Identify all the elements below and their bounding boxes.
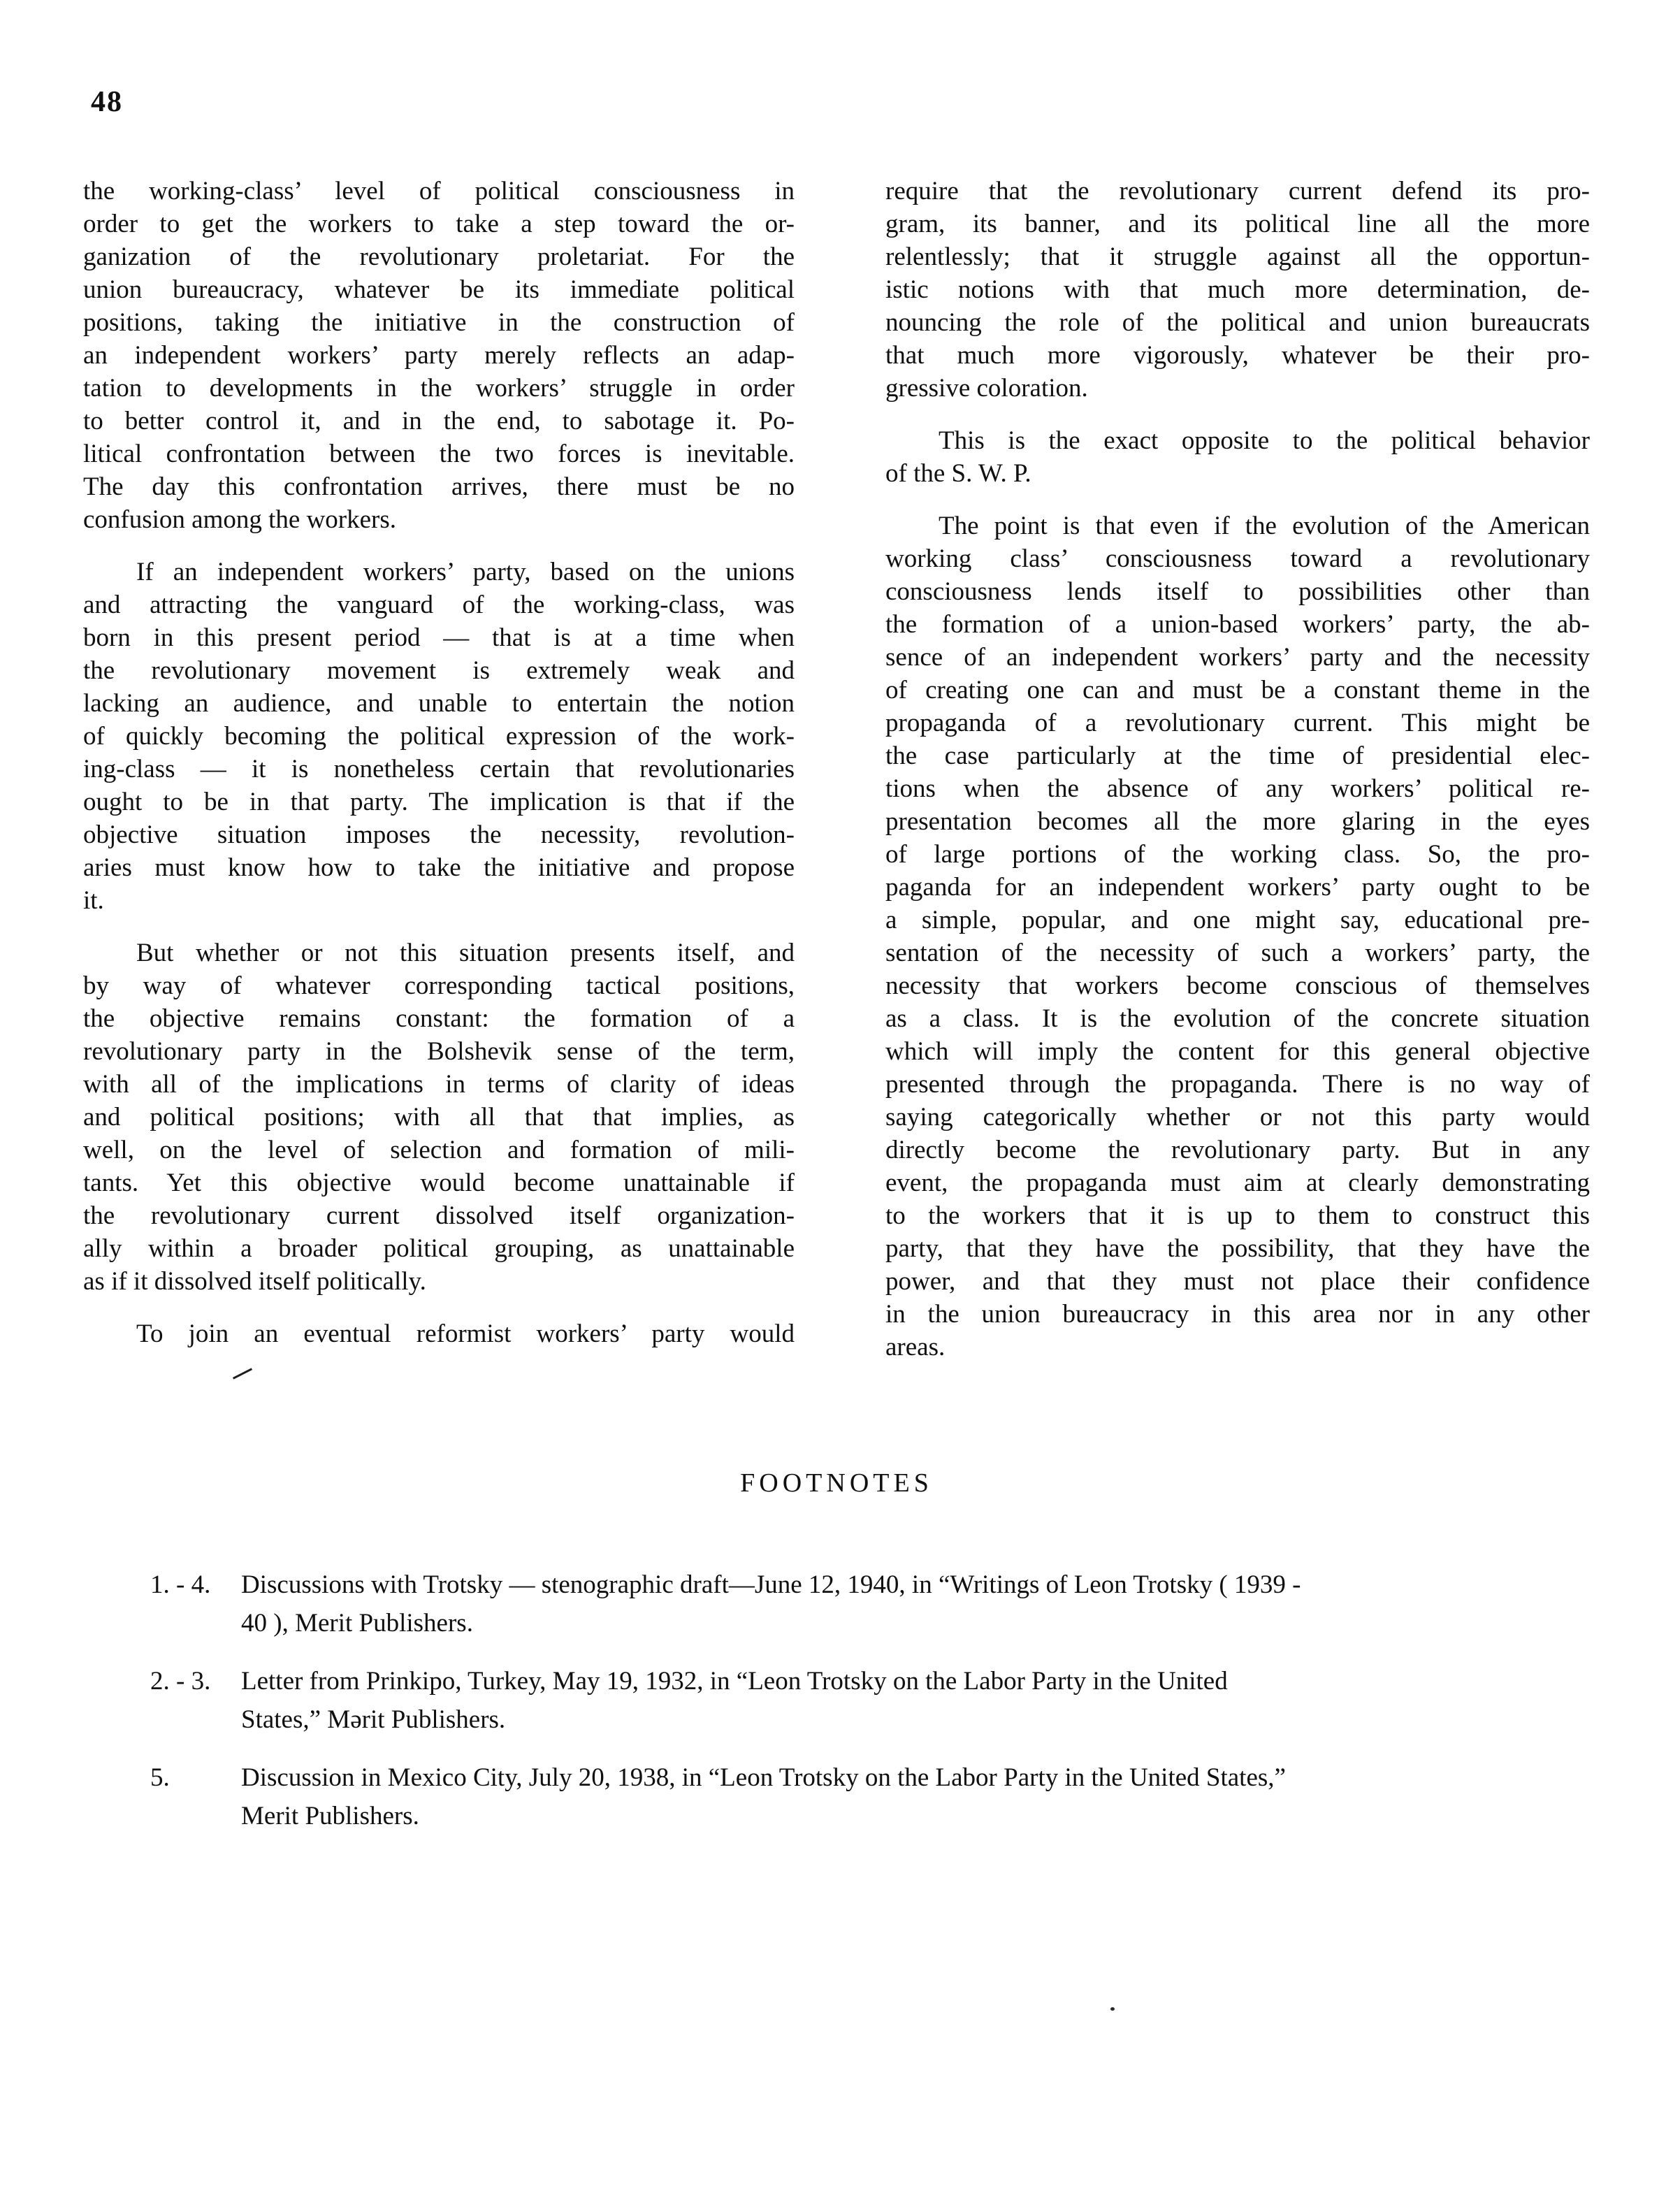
text-line: necessity that workers become conscious of themselves: [885, 971, 1590, 1000]
paragraph: [83, 556, 795, 917]
text-line: the revolutionary movement is extremely weak and: [83, 656, 795, 685]
text-line: The day this confrontation arrives, there must be no: [83, 472, 795, 501]
footnote-item: [150, 1758, 1590, 1835]
footnote-label: 2. - 3.: [150, 1667, 211, 1696]
text-line: the formation of a union-based workers’ party, the ab-: [885, 610, 1590, 639]
text-line: of the S. W. P.: [885, 459, 1031, 488]
text-line: as a class. It is the evolution of the concrete situation: [885, 1004, 1590, 1033]
text-line: which will imply the content for this general objective: [885, 1037, 1590, 1066]
text-line: ing-class — it is nonetheless certain that revolutionaries: [83, 755, 795, 783]
left-column: [83, 175, 795, 1370]
text-line: directly become the revolutionary party. But in any: [885, 1136, 1590, 1164]
text-line: by way of whatever corresponding tactical positions,: [83, 971, 795, 1000]
text-line: sentation of the necessity of such a workers’ party, the: [885, 939, 1590, 967]
text-line: litical confrontation between the two forces is inevitable.: [83, 440, 795, 468]
text-line: power, and that they must not place their confidence: [885, 1267, 1590, 1296]
text-line: working class’ consciousness toward a revolutionary: [885, 544, 1590, 573]
footnote-text: [241, 1662, 1590, 1739]
text-line: Letter from Prinkipo, Turkey, May 19, 1932, in “Leon Trotsky on the Labor Party in the United: [241, 1667, 1228, 1696]
text-line: an independent workers’ party merely reflects an adap-: [83, 341, 795, 370]
text-line: istic notions with that much more determination, de-: [885, 275, 1590, 304]
text-line: require that the revolutionary current defend its pro-: [885, 177, 1590, 205]
text-line: well, on the level of selection and formation of mili-: [83, 1136, 795, 1164]
text-line: Discussion in Mexico City, July 20, 1938, in “Leon Trotsky on the Labor Party in the United States,”: [241, 1763, 1286, 1792]
footnote-item: [150, 1566, 1590, 1642]
text-line: aries must know how to take the initiative and propose: [83, 853, 795, 882]
footnotes-section: [150, 1566, 1590, 1855]
text-line: the case particularly at the time of presidential elec-: [885, 742, 1590, 770]
text-line: saying categorically whether or not this party would: [885, 1103, 1590, 1132]
text-line: as if it dissolved itself politically.: [83, 1267, 426, 1296]
text-line: revolutionary party in the Bolshevik sense of the term,: [83, 1037, 795, 1066]
text-line: 40 ), Merit Publishers.: [241, 1609, 473, 1638]
text-line: ought to be in that party. The implication is that if the: [83, 788, 795, 816]
text-line: This is the exact opposite to the political behavior: [939, 426, 1590, 455]
text-line: to better control it, and in the end, to sabotage it. Po-: [83, 407, 795, 435]
text-line: the revolutionary current dissolved itself organization-: [83, 1201, 795, 1230]
text-line: relentlessly; that it struggle against all the opportun-: [885, 243, 1590, 271]
text-line: areas.: [885, 1333, 946, 1361]
text-line: tants. Yet this objective would become unattainable if: [83, 1169, 795, 1197]
paragraph: [885, 509, 1590, 1364]
text-line: the objective remains constant: the formation of a: [83, 1004, 795, 1033]
text-line: If an independent workers’ party, based on the unions: [136, 558, 795, 586]
text-line: nouncing the role of the political and union bureaucrats: [885, 308, 1590, 337]
text-line: of creating one can and must be a constant theme in the: [885, 676, 1590, 704]
text-line: confusion among the workers.: [83, 505, 397, 534]
text-line: born in this present period — that is at a time when: [83, 623, 795, 652]
text-line: objective situation imposes the necessity, revolution-: [83, 821, 795, 849]
text-line: the working-class’ level of political consciousness in: [83, 177, 795, 205]
text-line: consciousness lends itself to possibilities other than: [885, 577, 1590, 606]
text-line: Discussions with Trotsky — stenographic draft—June 12, 1940, in “Writings of Leon Trotsky ( 1939 -: [241, 1570, 1301, 1599]
text-line: to the workers that it is up to them to construct this: [885, 1201, 1590, 1230]
ink-speck-artifact: [1110, 2007, 1115, 2011]
paragraph: [885, 175, 1590, 405]
text-line: ganization of the revolutionary proletariat. For the: [83, 243, 795, 271]
text-line: that much more vigorously, whatever be their pro-: [885, 341, 1590, 370]
text-line: event, the propaganda must aim at clearly demonstrating: [885, 1169, 1590, 1197]
footnotes-heading: FOOTNOTES: [740, 1468, 933, 1498]
footnote-label: 5.: [150, 1763, 170, 1792]
text-line: presented through the propaganda. There is no way of: [885, 1070, 1590, 1099]
text-line: gram, its banner, and its political line all the more: [885, 210, 1590, 238]
paragraph: [885, 424, 1590, 490]
text-line: union bureaucracy, whatever be its immediate political: [83, 275, 795, 304]
text-line: But whether or not this situation presents itself, and: [136, 939, 795, 967]
text-line: ally within a broader political grouping, as unattainable: [83, 1234, 795, 1263]
footnote-text: [241, 1566, 1590, 1642]
text-line: tions when the absence of any workers’ political re-: [885, 774, 1590, 803]
text-line: sence of an independent workers’ party and the necessity: [885, 643, 1590, 672]
text-line: order to get the workers to take a step toward the or-: [83, 210, 795, 238]
paragraph: [83, 1317, 795, 1350]
right-column: [885, 175, 1590, 1383]
footnote-item: [150, 1662, 1590, 1739]
text-line: presentation becomes all the more glaring in the eyes: [885, 807, 1590, 836]
text-line: tation to developments in the workers’ struggle in order: [83, 374, 795, 403]
text-line: and attracting the vanguard of the working-class, was: [83, 591, 795, 619]
text-line: of quickly becoming the political expression of the work-: [83, 722, 795, 751]
text-line: propaganda of a revolutionary current. This might be: [885, 709, 1590, 737]
text-line: positions, taking the initiative in the construction of: [83, 308, 795, 337]
footnote-label: 1. - 4.: [150, 1570, 211, 1599]
paragraph: [83, 175, 795, 536]
footnote-text: [241, 1758, 1590, 1835]
page-number: 48: [91, 86, 123, 118]
text-line: it.: [83, 886, 104, 915]
text-line: gressive coloration.: [885, 374, 1088, 403]
text-line: lacking an audience, and unable to entertain the notion: [83, 689, 795, 718]
text-line: in the union bureaucracy in this area nor in any other: [885, 1300, 1590, 1329]
paragraph: [83, 937, 795, 1298]
text-line: with all of the implications in terms of clarity of ideas: [83, 1070, 795, 1099]
text-line: of large portions of the working class. So, the pro-: [885, 840, 1590, 869]
text-line: paganda for an independent workers’ party ought to be: [885, 873, 1590, 902]
text-line: party, that they have the possibility, that they have the: [885, 1234, 1590, 1263]
text-line: and political positions; with all that that implies, as: [83, 1103, 795, 1132]
text-line: The point is that even if the evolution of the American: [939, 512, 1590, 540]
text-line: a simple, popular, and one might say, educational pre-: [885, 906, 1590, 934]
text-line: Merit Publishers.: [241, 1802, 419, 1830]
text-line: To join an eventual reformist workers’ party would: [136, 1320, 795, 1348]
text-line: States,” Mərit Publishers.: [241, 1705, 506, 1734]
